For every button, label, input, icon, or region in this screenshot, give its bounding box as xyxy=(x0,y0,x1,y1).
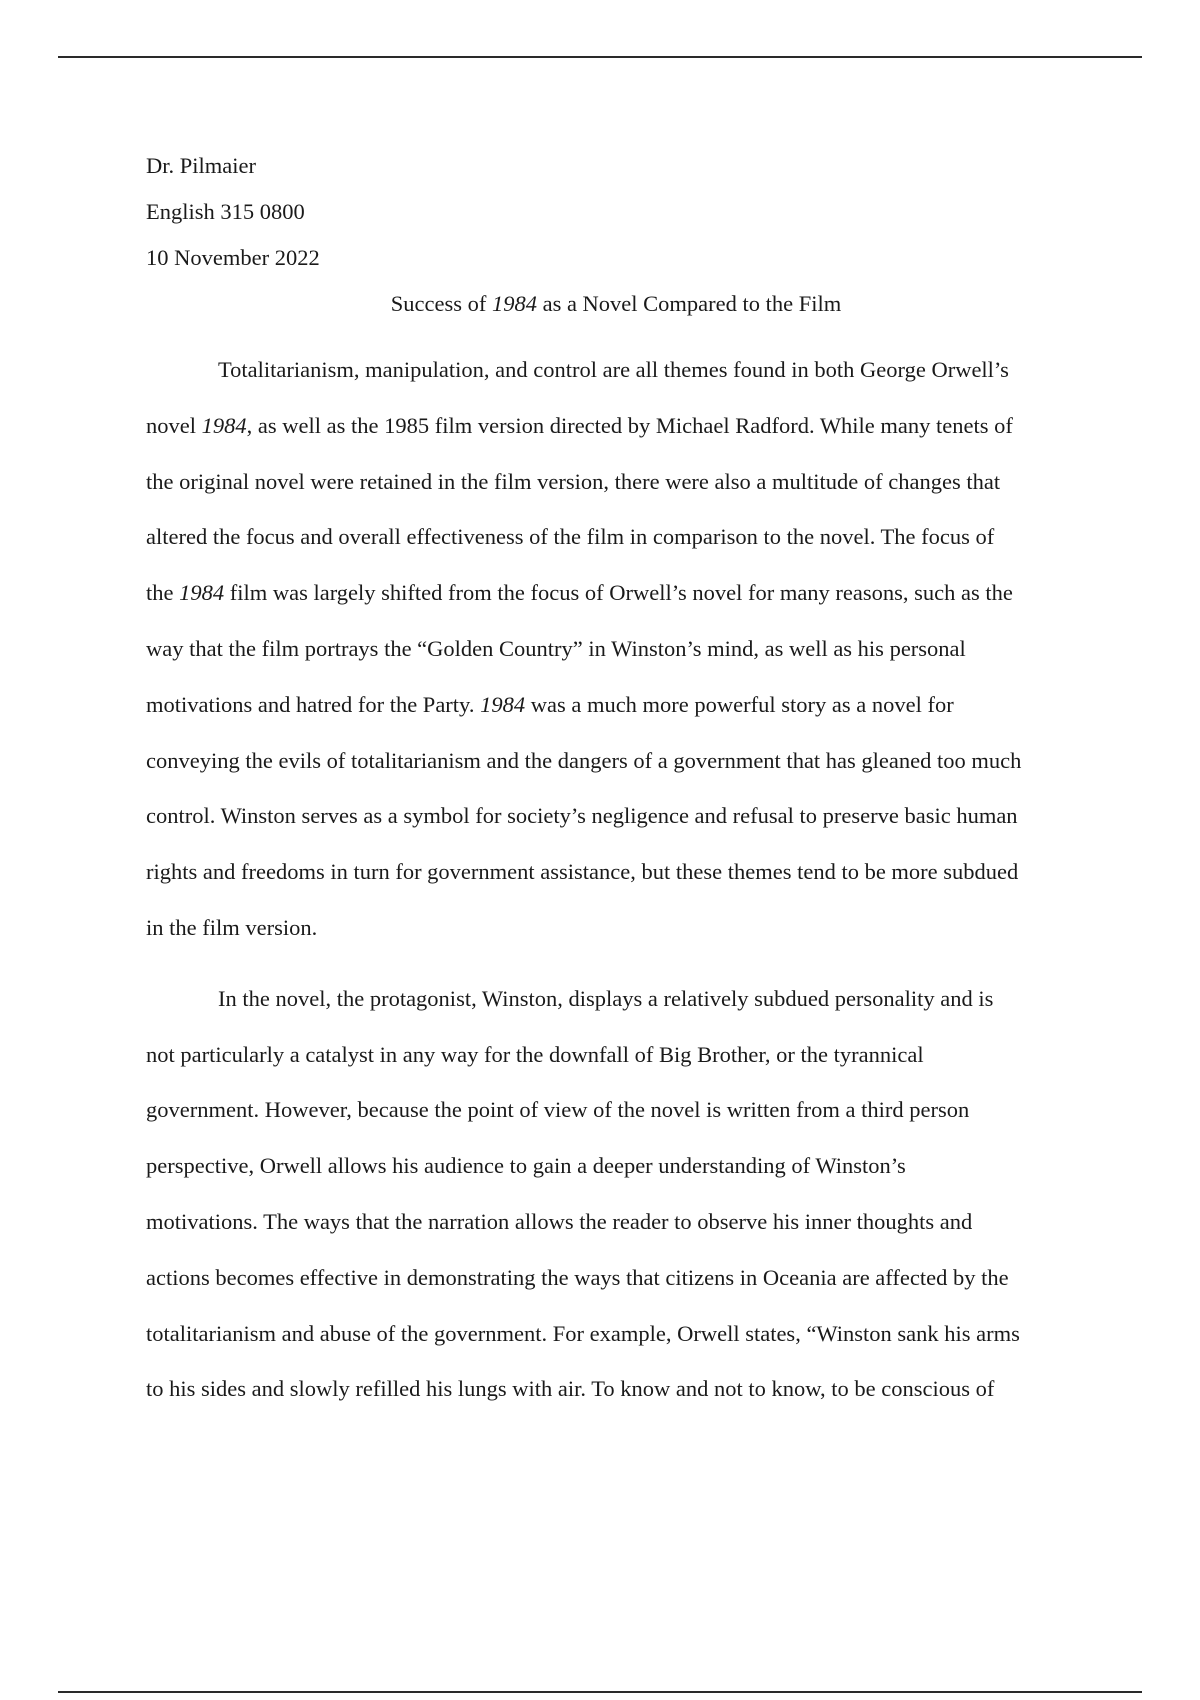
text-run: altered the focus and overall effectiveness of the film in comparison to the novel. The focus of xyxy=(146,524,995,550)
paragraph-2-line xyxy=(146,1082,1086,1138)
top-divider xyxy=(58,56,1142,58)
paragraph-1-line xyxy=(146,733,1086,789)
paragraph-1-line xyxy=(146,398,1086,454)
text-run: government. However, because the point of view of the novel is written from a third person xyxy=(146,1097,970,1123)
text-run: the xyxy=(146,580,180,606)
paragraph-2-line xyxy=(146,1250,1086,1306)
text-run: in the film version. xyxy=(146,914,318,940)
paragraph-2-line xyxy=(146,1027,1086,1083)
text-run: totalitarianism and abuse of the government. For example, Orwell states, “Winston sank his arms xyxy=(146,1320,1020,1346)
essay-title-suffix: as a Novel Compared to the Film xyxy=(536,291,842,316)
paragraph-1-line xyxy=(146,342,1086,398)
bottom-divider xyxy=(58,1691,1142,1693)
paragraph-1-line xyxy=(146,677,1086,733)
essay-title-italic: 1984 xyxy=(491,291,537,316)
text-run: film was largely shifted from the focus of Orwell’s novel for many reasons, such as the xyxy=(224,580,1013,606)
text-run: , as well as the 1985 film version directed by Michael Radford. While many tenets of xyxy=(246,412,1013,438)
essay-title xyxy=(146,281,1086,327)
text-run: motivations and hatred for the Party. xyxy=(146,691,481,717)
text-run: motivations. The ways that the narration allows the reader to observe his inner thoughts and xyxy=(146,1208,973,1234)
text-run: actions becomes effective in demonstrating the ways that citizens in Oceania are affected by the xyxy=(146,1264,1009,1290)
paragraph-1-line xyxy=(146,454,1086,510)
paragraph-2-line xyxy=(146,971,1086,1027)
italic-text: 1984 xyxy=(201,412,247,438)
paragraph-2-line xyxy=(146,1194,1086,1250)
paragraph-1-line xyxy=(146,621,1086,677)
paragraph-1-line xyxy=(146,900,1086,956)
text-run: novel xyxy=(146,412,202,438)
course-name: English 315 0800 xyxy=(146,199,305,224)
italic-text: 1984 xyxy=(179,580,225,606)
document-page xyxy=(146,143,1086,1417)
instructor-name: Dr. Pilmaier xyxy=(146,153,256,178)
text-run: control. Winston serves as a symbol for society’s negligence and refusal to preserve basic human xyxy=(146,803,1018,829)
paragraph-1-line xyxy=(146,509,1086,565)
paragraph-2-line xyxy=(146,1361,1086,1417)
paragraph-1-line xyxy=(146,788,1086,844)
text-run: perspective, Orwell allows his audience to gain a deeper understanding of Winston’s xyxy=(146,1153,906,1179)
paragraph-2-line xyxy=(146,1138,1086,1194)
document-date: 10 November 2022 xyxy=(146,245,320,270)
paragraph-1 xyxy=(146,342,1086,956)
italic-text: 1984 xyxy=(480,691,526,717)
paragraph-1-line xyxy=(146,565,1086,621)
text-run: to his sides and slowly refilled his lungs with air. To know and not to know, to be conscious of xyxy=(146,1376,995,1402)
paragraph-2-line xyxy=(146,1306,1086,1362)
text-run: rights and freedoms in turn for government assistance, but these themes tend to be more subdued xyxy=(146,859,1019,885)
text-run: In the novel, the protagonist, Winston, displays a relatively subdued personality and is xyxy=(218,985,994,1011)
text-run: Totalitarianism, manipulation, and control are all themes found in both George Orwell’s xyxy=(218,357,1009,382)
text-run: was a much more powerful story as a novel for xyxy=(525,691,954,717)
essay-title-prefix: Success of xyxy=(390,291,492,316)
text-run: the original novel were retained in the film version, there were also a multitude of changes that xyxy=(146,468,1001,494)
text-run: way that the film portrays the “Golden Country” in Winston’s mind, as well as his personal xyxy=(146,635,966,661)
paragraph-1-line xyxy=(146,844,1086,900)
text-run: conveying the evils of totalitarianism and the dangers of a government that has gleaned too much xyxy=(146,747,1022,773)
paragraph-2 xyxy=(146,971,1086,1417)
text-run: not particularly a catalyst in any way for the downfall of Big Brother, or the tyrannical xyxy=(146,1041,924,1067)
